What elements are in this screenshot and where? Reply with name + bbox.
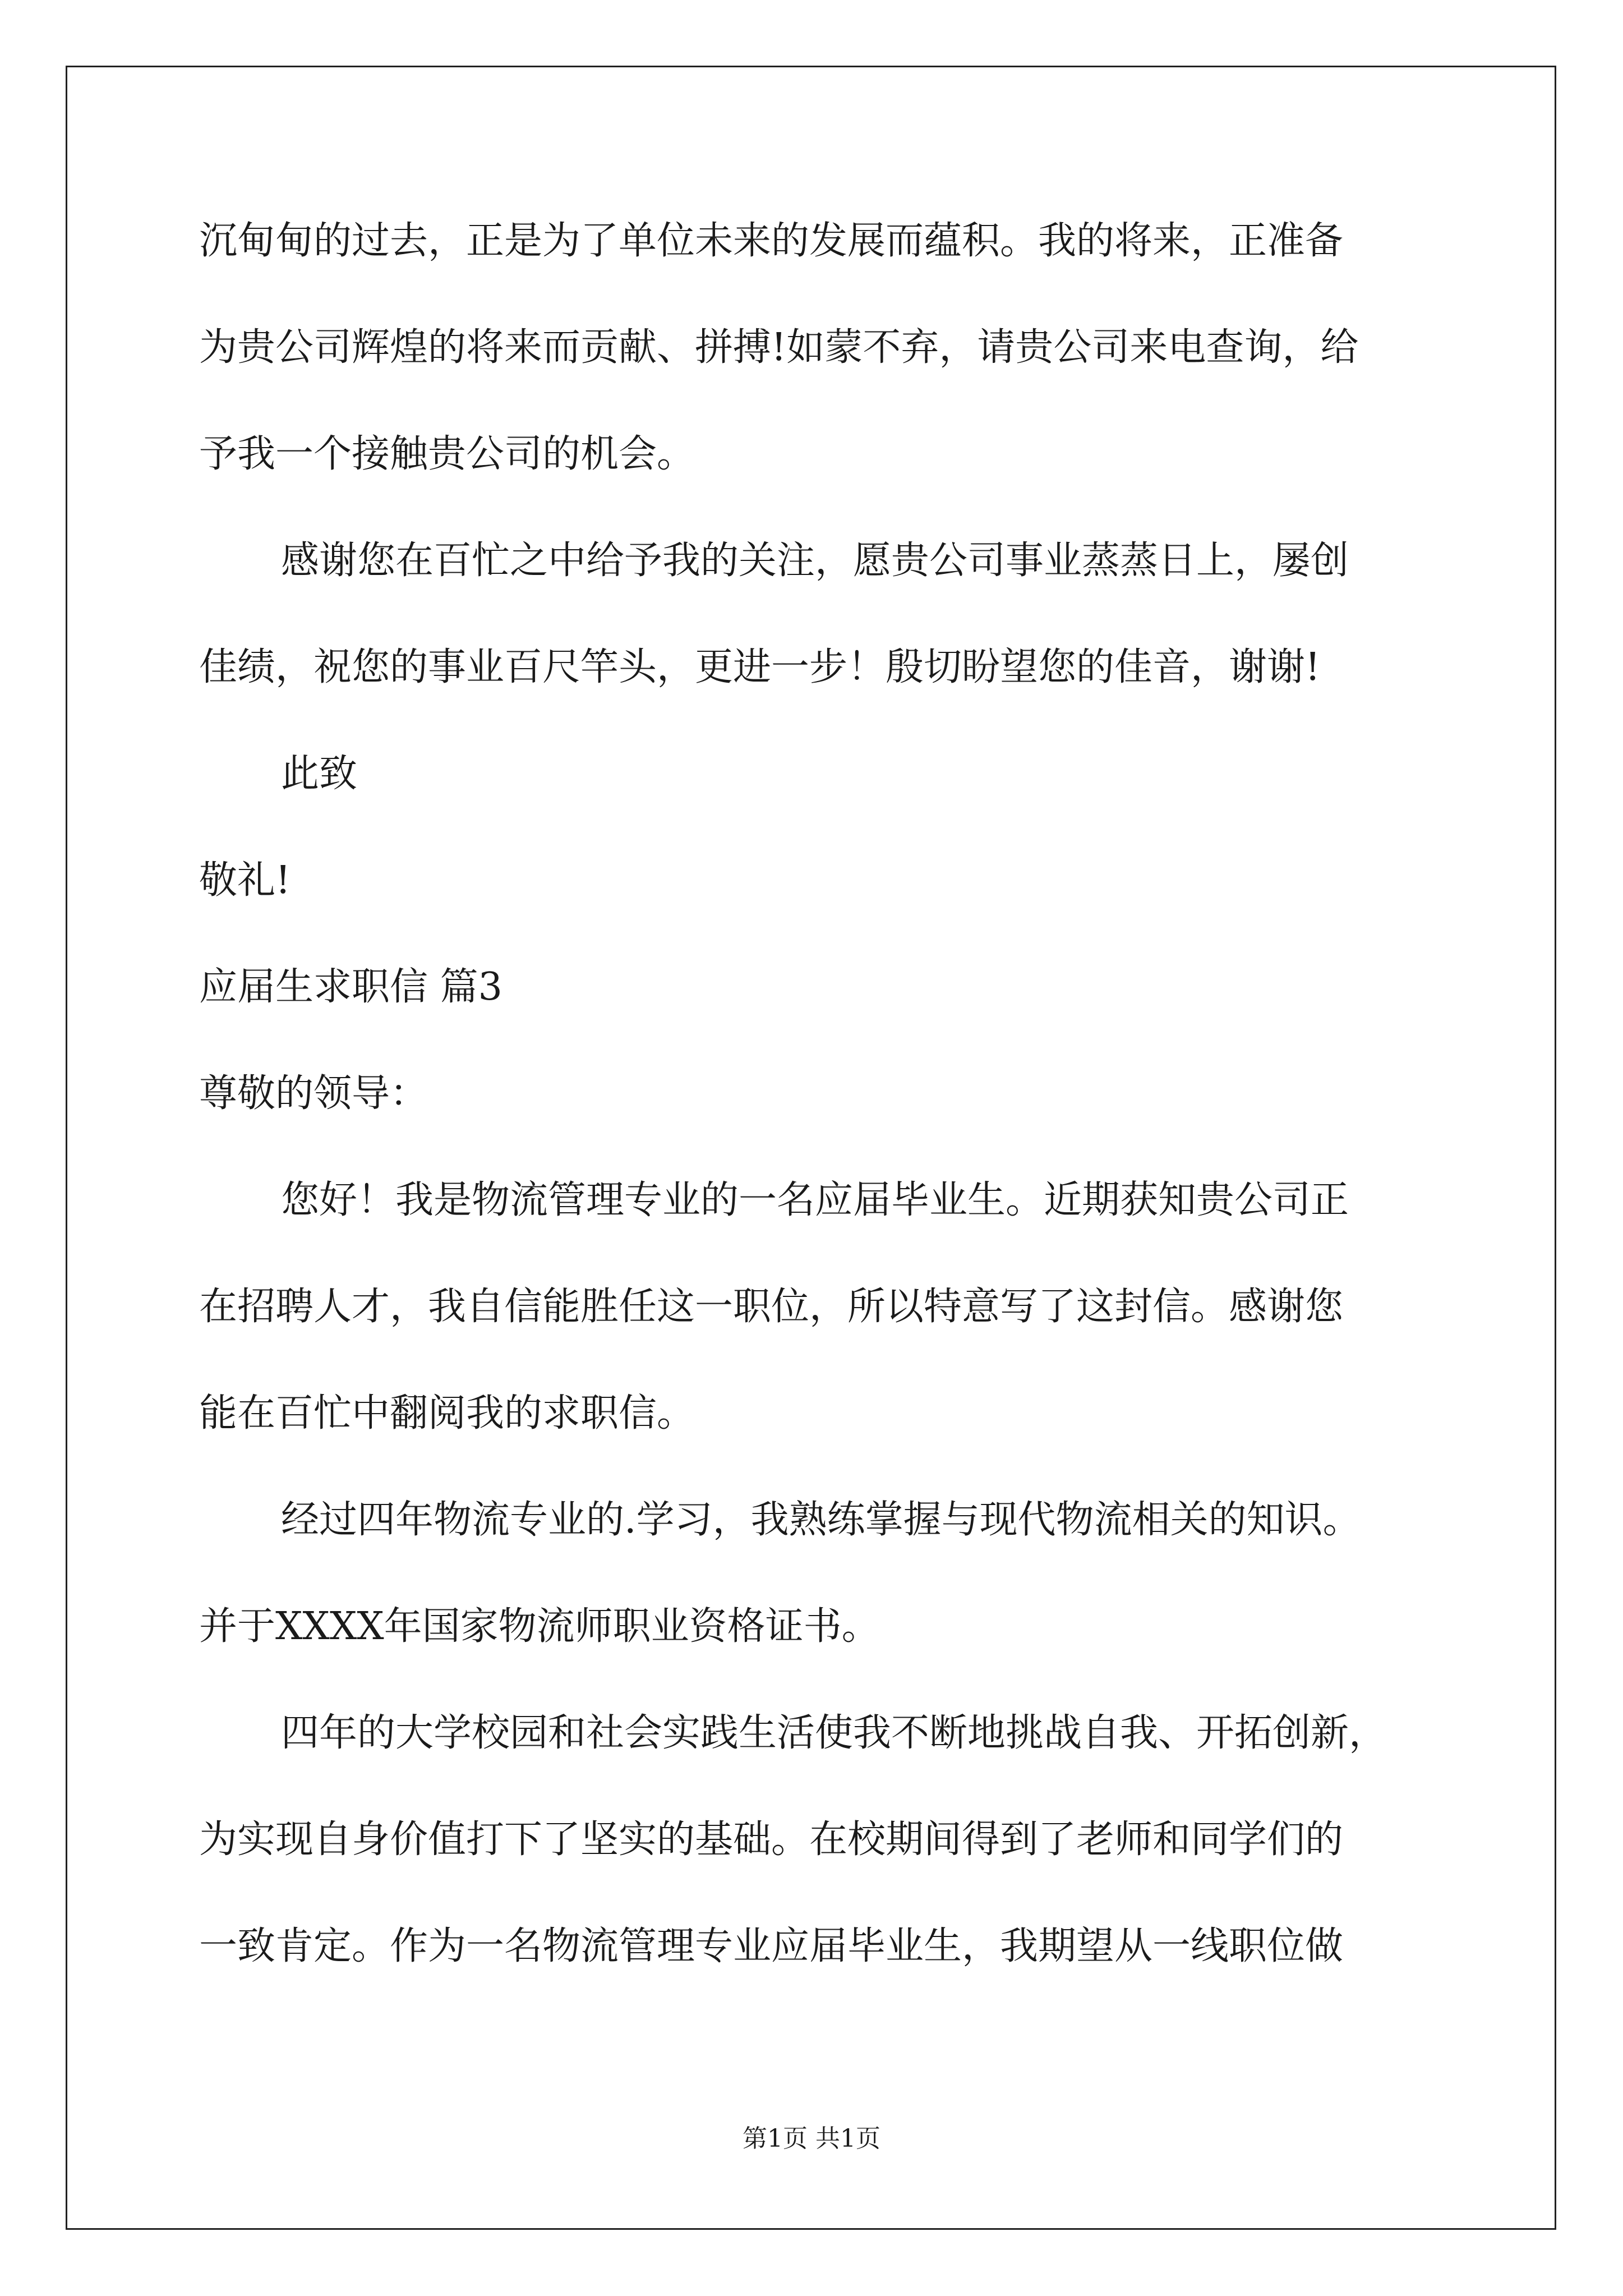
page-border — [66, 66, 1556, 2230]
body-line: 能在百忙中翻阅我的求职信。 — [199, 1391, 695, 1435]
body-line: 感谢您在百忙之中给予我的关注，愿贵公司事业蒸蒸日上，屡创 — [281, 539, 1349, 583]
body-line: 为实现自身价值打下了坚实的基础。在校期间得到了老师和同学们的 — [199, 1818, 1344, 1862]
closing-regards: 敬礼! — [199, 858, 291, 903]
body-line: 一致肯定。作为一名物流管理专业应届毕业生，我期望从一线职位做 — [199, 1924, 1344, 1968]
body-line: 佳绩，祝您的事业百尺竿头，更进一步！殷切盼望您的佳音，谢谢! — [199, 645, 1321, 689]
body-line: 在招聘人才，我自信能胜任这一职位，所以特意写了这封信。感谢您 — [199, 1285, 1344, 1329]
body-line: 并于XXXX年国家物流师职业资格证书。 — [199, 1604, 880, 1649]
body-line: 予我一个接触贵公司的机会。 — [199, 432, 695, 476]
body-line: 为贵公司辉煌的将来而贡献、拼搏!如蒙不弃，请贵公司来电查询，给 — [199, 325, 1359, 370]
section-heading: 应届生求职信 篇3 — [199, 965, 502, 1009]
body-line: 您好！我是物流管理专业的一名应届毕业生。近期获知贵公司正 — [281, 1178, 1349, 1222]
closing-salutation: 此致 — [281, 752, 358, 796]
body-line: 沉甸甸的过去，正是为了单位未来的发展而蕴积。我的将来，正准备 — [199, 219, 1344, 263]
body-line: 四年的大学校园和社会实践生活使我不断地挑战自我、开拓创新， — [281, 1711, 1387, 1755]
greeting: 尊敬的领导： — [199, 1071, 428, 1116]
page-number-footer: 第1页 共1页 — [743, 2124, 880, 2153]
body-line: 经过四年物流专业的.学习，我熟练掌握与现代物流相关的知识。 — [281, 1498, 1361, 1542]
